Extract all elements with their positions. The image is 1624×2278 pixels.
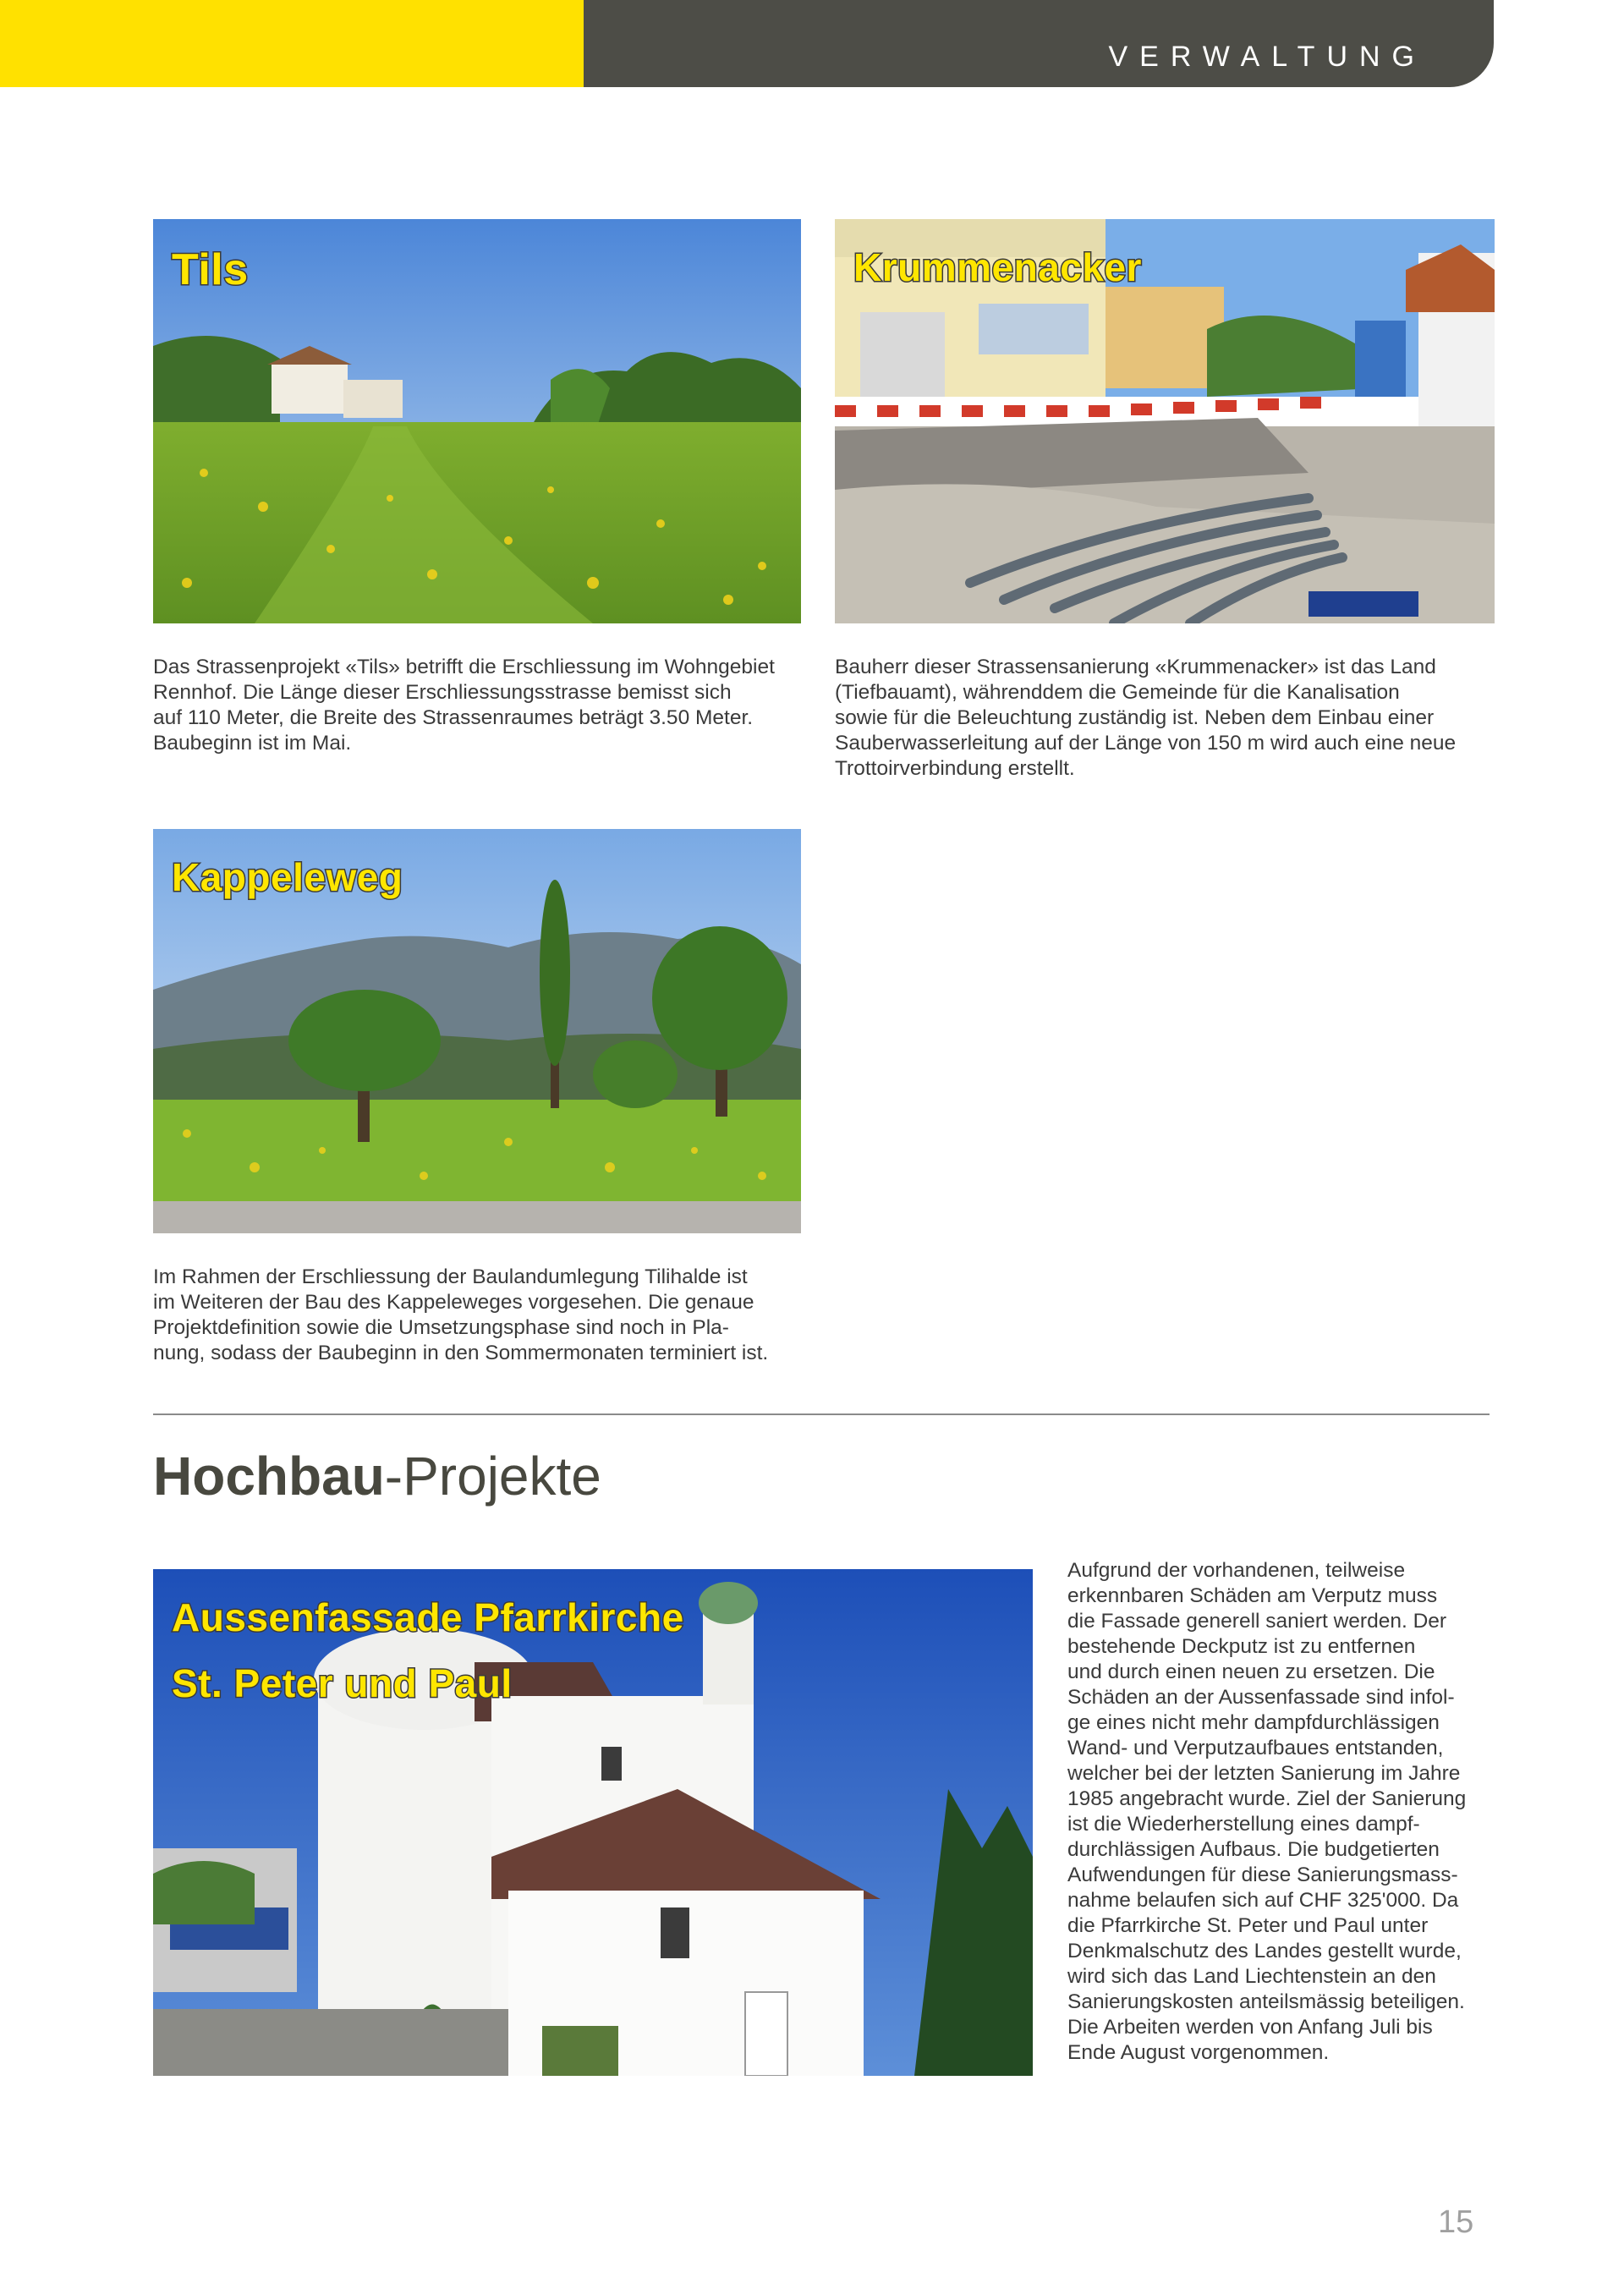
photo-church [153,1569,1033,2076]
church-caption-line1: Aussenfassade Pfarrkirche [172,1595,684,1639]
kappeleweg-description: Im Rahmen der Erschliessung der Baulandumlegung Tilihalde ist im Weiteren der Bau des Kappeleweges vorgesehen. Die genaue Projektdefinition sowie die Umsetzungsphase sind noch in Pla- nung, sodass der Baubeginn in den Sommermonaten terminiert ist. [153,1265,769,1364]
section-divider [153,1413,1490,1415]
photo-caption: Krummenacker [853,245,1142,289]
photo-caption: Kappeleweg [172,855,403,899]
meadow-scene-image [153,219,801,623]
tils-description: Das Strassenprojekt «Tils» betrifft die Erschliessung im Wohngebiet Rennhof. Die Länge dieser Erschliessungsstrasse bemisst sich auf 110 Meter, die Breite des Strassenraumes beträgt 3.50 Meter. Baubeginn ist im Mai. [153,656,775,755]
krummenacker-description: Bauherr dieser Strassensanierung «Krummenacker» ist das Land (Tiefbauamt), währenddem die Gemeinde für die Kanalisation sowie für die Beleuchtung zuständig ist. Neben dem Einbau einer Sauberwasserleitung auf der Länge von 150 m wird auch eine neue Trottoirverbindung erstellt. [835,656,1457,780]
photo-krummenacker [835,219,1495,623]
photo-kappeleweg [153,829,801,1233]
church-facade-image [153,1569,1033,2076]
church-caption-line2: St. Peter und Paul [172,1661,513,1705]
page-number: 15 [1438,2204,1474,2240]
photo-caption: Tils [172,245,249,294]
header-yellow-bar [0,0,584,87]
photo-tils [153,219,801,623]
church-description: Aufgrund der vorhandenen, teilweise erkennbaren Schäden am Verputz muss die Fassade generell saniert werden. Der bestehende Deckputz ist zu entfernen und durch einen neuen zu ersetzen. Die Schäden an der Aussenfassade sind infol- ge eines nicht mehr dampfdurchlässigen Wand- und Verputzaufbaues entstanden, welcher bei der letzten Sanierung im Jahre 1985 angebracht wurde. Ziel der Sanierung ist die Wiederherstellung eines dampf- durchlässigen Aufbaus. Die budgetierten Aufwendungen für diese Sanierungsmass- nahme belaufen sich auf CHF 325'000. Da die Pfarrkirche St. Peter und Paul unter Denkmalschutz des Landes gestellt wurde, wird sich das Land Liechtenstein an den Sanierungskosten anteilsmässig beteiligen. Die Arbeiten werden von Anfang Juli bis Ende August vorgenommen. [1067,1559,1467,2064]
section-heading: Hochbau-Projekte [153,1446,601,1507]
section-label: VERWALTUNG [1108,41,1426,73]
header-section-bar [584,0,1494,87]
